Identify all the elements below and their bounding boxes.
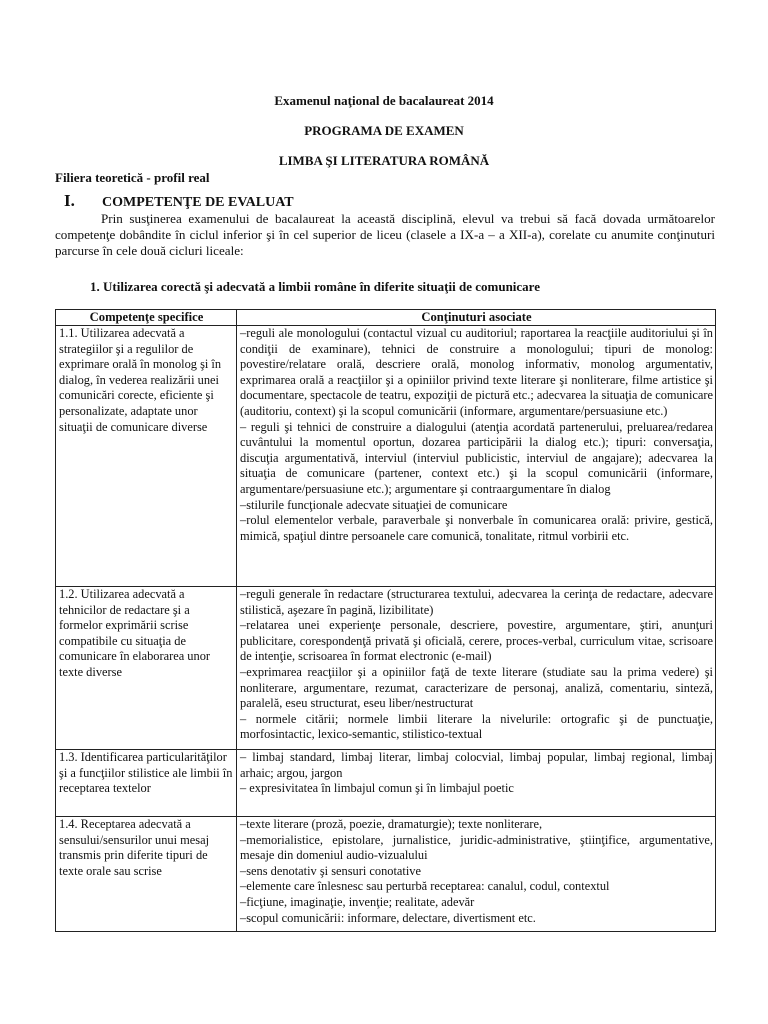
content-item: –ficţiune, imaginaţie, invenţie; realitate, adevăr <box>240 894 475 909</box>
content-item: –elemente care înlesnesc sau perturbă receptarea: canalul, codul, contextul <box>240 879 610 894</box>
table-row <box>56 817 716 932</box>
competence-cell: 1.1. Utilizarea adecvată a strategiilor şi a regulilor de exprimare orală în monolog şi în dialog, în vederea realizării unei comunicări corecte, eficiente şi personalizate, adaptate unor situaţii de comunicare diverse <box>56 326 237 587</box>
content-item: – reguli şi tehnici de construire a dialogului (atenţia acordată partenerului, preluarea/redarea cuvântului la momentul oportun, dozarea participării la dialog etc.); tipuri: conversaţia, discuţia argumentativă, interviul (interviul publicistic, interviul de angajare); adecvarea la situaţia de comunicare (partener, context etc.) şi la scopul comunicării (informare, argumentare/persuasiune etc.); argumentare şi contraargumentare în dialog <box>240 419 713 496</box>
contents-cell <box>237 817 716 932</box>
content-item: –stilurile funcţionale adecvate situaţiei de comunicare <box>240 497 508 512</box>
content-item: –memorialistice, epistolare, jurnalistice, juridic-administrative, ştiinţifice, argumentative, mesaje din domeniul audio-vizualului <box>240 832 713 863</box>
exam-title: Examenul naţional de bacalaureat 2014 <box>274 93 494 108</box>
content-item: –sens denotativ şi sensuri conotative <box>240 863 422 878</box>
subsection-title: 1. Utilizarea corectă şi adecvată a limbii române în diferite situaţii de comunicare <box>90 279 540 294</box>
section-heading <box>64 191 294 211</box>
content-item: –reguli ale monologului (contactul vizual cu auditoriul; raportarea la reacţiile auditoriului şi în condiţii de examinare), tehnici de construire a monologului; tipuri de monolog: povestire/relatare orală, descriere orală, monolog informativ, monolog argumentativ, exprimarea orală a reacţiilor şi a opiniilor privind texte literare şi nonliterare, filme artistice şi documentare, spectacole de teatru, expoziţii de pictură etc.; adecvarea la situaţia de comunicare (auditoriu, context) şi la scopul comunicării (informare, argumentare/persuasiune etc.) <box>240 326 714 418</box>
contents-cell <box>237 587 716 750</box>
content-item: –reguli generale în redactare (structurarea textului, adecvarea la cerinţa de redactare, adecvare stilistică, aşezare în pagină, lizibilitate) <box>240 587 713 617</box>
competence-cell: 1.4. Receptarea adecvată a sensului/sensurilor unui mesaj transmis prin diferite tipuri de texte orale sau scrise <box>56 817 237 932</box>
content-item: –texte literare (proză, poezie, dramaturgie); texte nonliterare, <box>240 817 543 831</box>
competences-table <box>55 309 716 932</box>
section-number: I. <box>64 191 75 210</box>
content-item: –scopul comunicării: informare, delectare, divertisment etc. <box>240 910 536 925</box>
table-row <box>56 587 716 750</box>
filiera-label: Filiera teoretică - profil real <box>55 170 210 185</box>
table-header-competence: Competenţe specifice <box>56 310 237 326</box>
program-title: PROGRAMA DE EXAMEN <box>304 123 464 138</box>
content-item: –rolul elementelor verbale, paraverbale şi nonverbale în comunicarea orală: privire, gestică, mimică, spaţiul dintre persoanele care comunică, tonalitate, ritmul vorbirii etc. <box>240 513 713 543</box>
section-title: COMPETENŢE DE EVALUAT <box>102 195 294 210</box>
table-header-contents: Conţinuturi asociate <box>237 310 716 326</box>
table-row <box>56 750 716 817</box>
content-item: – expresivitatea în limbajul comun şi în limbajul poetic <box>240 781 514 796</box>
content-item: –exprimarea reacţiilor şi a opiniilor faţă de texte literare (studiate sau la prima vedere) şi nonliterare, argumentare, rezumat, caracterizare de personaj, analiză, comentariu, sinteză, paralelă, eseu structurat, eseu liber/nestructurat <box>240 664 713 711</box>
content-item: – limbaj standard, limbaj literar, limbaj colocvial, limbaj popular, limbaj regional, limbaj arhaic; argou, jargon <box>240 750 713 780</box>
contents-cell <box>237 750 716 817</box>
table-row <box>56 326 716 587</box>
table-header-row <box>56 310 716 326</box>
contents-cell <box>237 326 716 587</box>
intro-paragraph: Prin susţinerea examenului de bacalaureat la această disciplină, elevul va trebui să facă dovada următoarelor competenţe dobândite în ciclul inferior şi în cel superior de liceu (clasele a IX-a – a XII-a), corelate cu anumite conţinuturi parcurse în cele două cicluri liceale: <box>55 211 715 258</box>
content-item: – normele citării; normele limbii literare la nivelurile: ortografic şi de punctuaţie, morfosintactic, lexico-semantic, stilistico-textual <box>240 711 713 742</box>
competence-cell: 1.3. Identificarea particularităţilor şi a funcţiilor stilistice ale limbii în receptarea textelor <box>56 750 237 817</box>
competence-cell: 1.2. Utilizarea adecvată a tehnicilor de redactare şi a formelor exprimării scrise compatibile cu situaţia de comunicare în elaborarea unor texte diverse <box>56 587 237 750</box>
subject-title: LIMBA ŞI LITERATURA ROMÂNĂ <box>278 153 490 168</box>
content-item: –relatarea unei experienţe personale, descriere, povestire, argumentare, ştiri, anunţuri publicitare, corespondenţă privată şi oficială, cerere, proces-verbal, curriculum vitae, scrisoare de intenţie, scrisoarea în format electronic (e-mail) <box>240 618 713 664</box>
